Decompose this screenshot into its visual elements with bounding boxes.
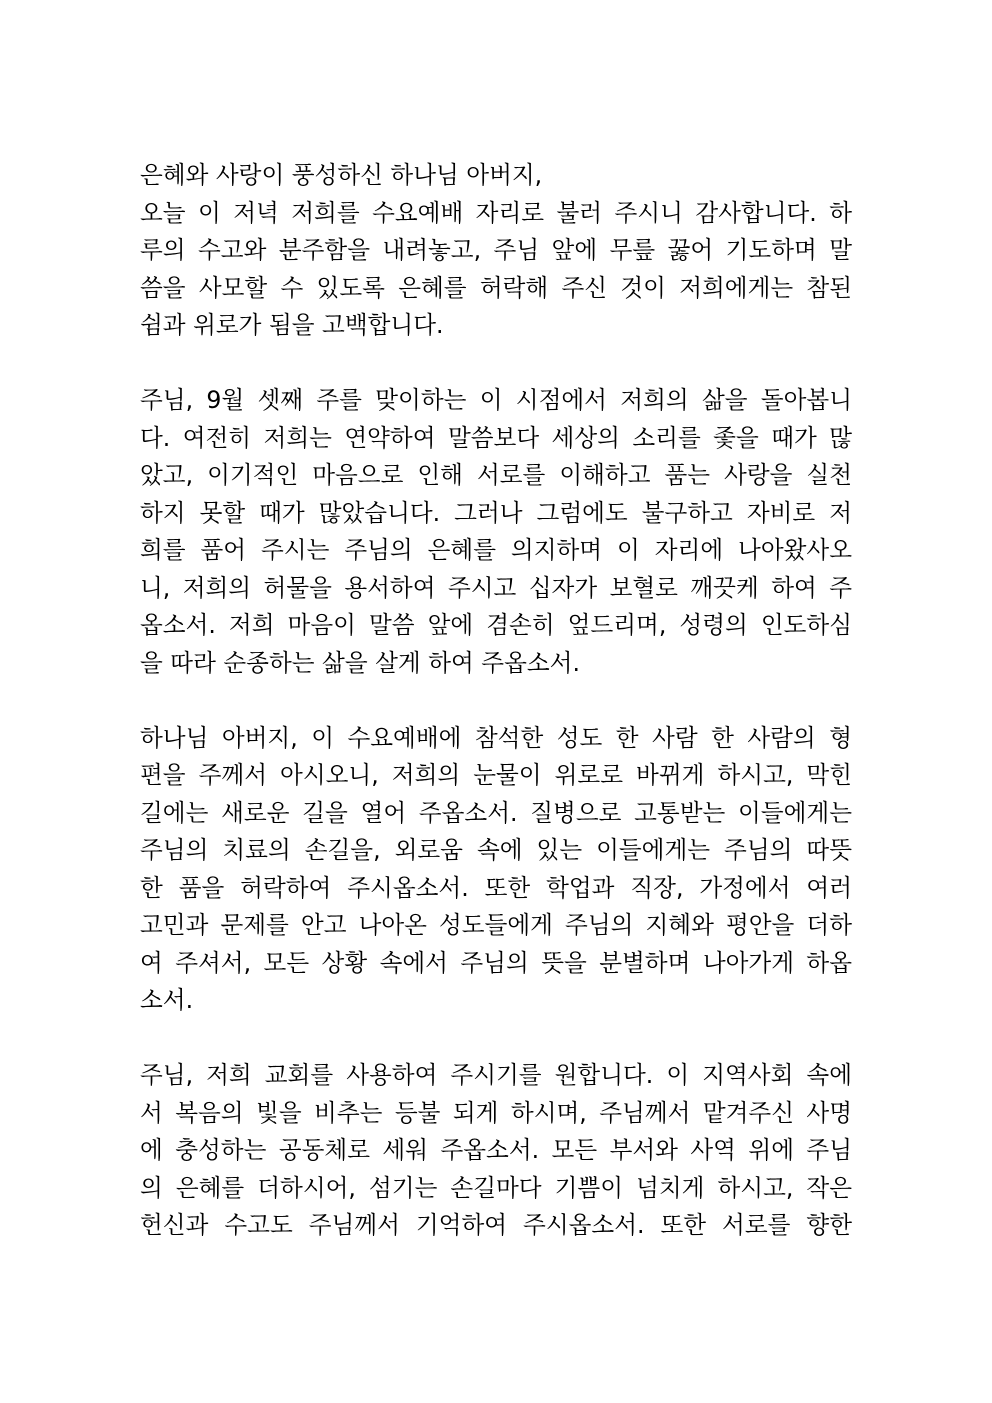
text-line: 희를 품어 주시는 주님의 은혜를 의지하며 이 자리에 나아왔사오 (140, 536, 852, 564)
paragraph-gap (140, 682, 852, 720)
paragraph-4 (140, 1057, 852, 1245)
paragraph-3 (140, 720, 852, 1020)
text-line: 씀을 사모할 수 있도록 은혜를 허락해 주신 것이 저희에게는 참된 (140, 273, 852, 302)
text-line: 한 품을 허락하여 주시옵소서. 또한 학업과 직장, 가정에서 여러 (140, 873, 852, 902)
text-line: 길에는 새로운 길을 열어 주옵소서. 질병으로 고통받는 이들에게는 (140, 798, 852, 827)
text-line: 주님의 치료의 손길을, 외로움 속에 있는 이들에게는 주님의 따뜻 (140, 836, 852, 864)
text-line: 여 주셔서, 모든 상황 속에서 주님의 뜻을 분별하며 나아가게 하옵 (140, 948, 852, 977)
text-line: 쉼과 위로가 됨을 고백합니다. (140, 311, 444, 339)
text-line: 소서. (140, 986, 194, 1014)
text-line: 옵소서. 저희 마음이 말씀 앞에 겸손히 엎드리며, 성령의 인도하심 (140, 611, 852, 639)
text-line: 의 은혜를 더하시어, 섬기는 손길마다 기쁨이 넘치게 하시고, 작은 (140, 1173, 852, 1202)
paragraph-1 (140, 157, 852, 345)
text-line: 에 충성하는 공동체로 세워 주옵소서. 모든 부서와 사역 위에 주님 (140, 1136, 852, 1164)
text-line: 하지 못할 때가 많았습니다. 그러나 그럼에도 불구하고 자비로 저 (140, 498, 852, 527)
prayer-text (140, 157, 852, 1245)
text-line: 하나님 아버지, 이 수요예배에 참석한 성도 한 사람 한 사람의 형 (140, 723, 852, 752)
text-line: 니, 저희의 허물을 용서하여 주시고 십자가 보혈로 깨끗케 하여 주 (140, 573, 852, 602)
text-line: 다. 여전히 저희는 연약하여 말씀보다 세상의 소리를 좇을 때가 많 (140, 423, 852, 452)
text-line: 헌신과 수고도 주님께서 기억하여 주시옵소서. 또한 서로를 향한 (140, 1211, 852, 1239)
text-line: 주님, 9월 셋째 주를 맞이하는 이 시점에서 저희의 삶을 돌아봅니 (140, 386, 852, 414)
text-line: 편을 주께서 아시오니, 저희의 눈물이 위로로 바뀌게 하시고, 막힌 (140, 761, 852, 789)
paragraph-2 (140, 382, 852, 682)
text-line: 루의 수고와 분주함을 내려놓고, 주님 앞에 무릎 꿇어 기도하며 말 (140, 236, 852, 264)
text-line: 주님, 저희 교회를 사용하여 주시기를 원합니다. 이 지역사회 속에 (140, 1061, 852, 1089)
text-line: 고민과 문제를 안고 나아온 성도들에게 주님의 지혜와 평안을 더하 (140, 911, 852, 939)
text-line: 은혜와 사랑이 풍성하신 하나님 아버지, (140, 161, 543, 189)
text-line: 았고, 이기적인 마음으로 인해 서로를 이해하고 품는 사랑을 실천 (140, 461, 852, 489)
paragraph-gap (140, 1020, 852, 1058)
text-line: 서 복음의 빛을 비추는 등불 되게 하시며, 주님께서 맡겨주신 사명 (140, 1098, 852, 1127)
paragraph-gap (140, 345, 852, 383)
text-line: 오늘 이 저녁 저희를 수요예배 자리로 불러 주시니 감사합니다. 하 (140, 198, 852, 227)
text-line: 을 따라 순종하는 삶을 살게 하여 주옵소서. (140, 648, 580, 677)
